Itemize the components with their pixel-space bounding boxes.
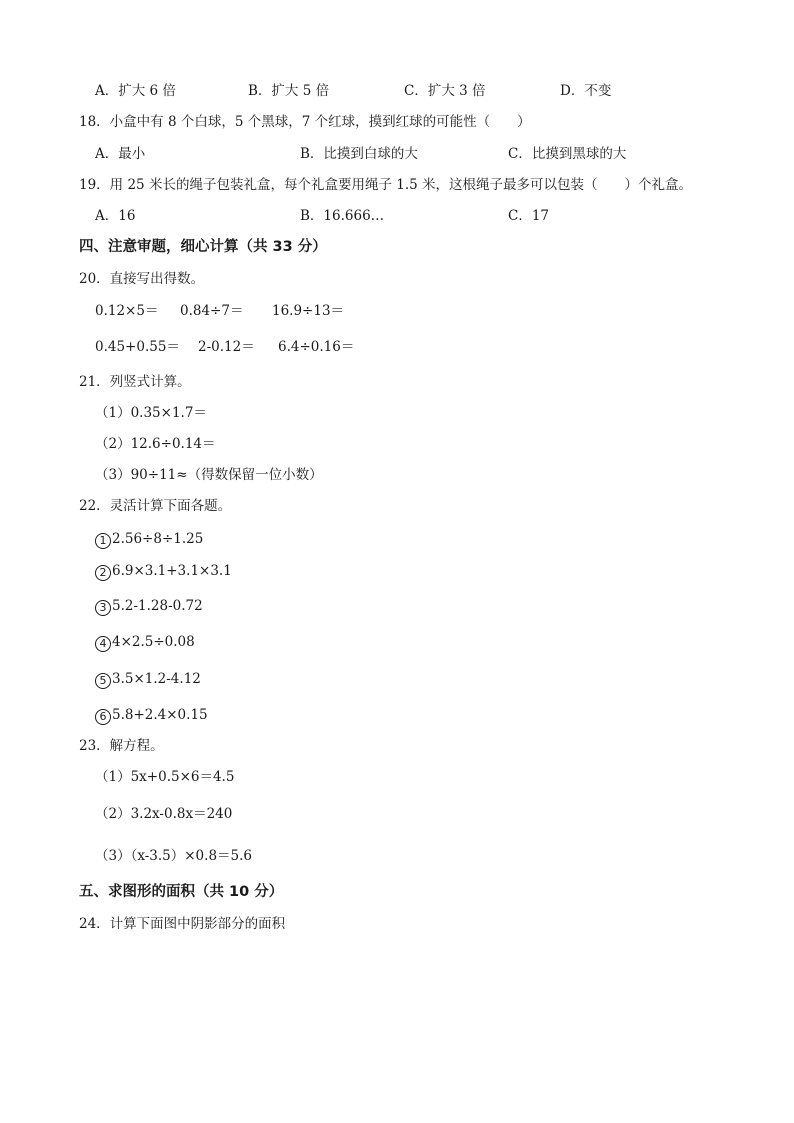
q22-expr-2: 6.9×3.1+3.1×3.1 bbox=[112, 563, 232, 579]
q19-option-b: B．16.666… bbox=[300, 208, 385, 224]
q18-option-a: A．最小 bbox=[95, 146, 146, 162]
q18-stem: 18．小盒中有 8 个白球，5 个黑球，7 个红球，摸到红球的可能性（ ） bbox=[79, 114, 531, 130]
circled-number-6: 6 bbox=[95, 709, 111, 725]
q22-expr-1: 2.56÷8÷1.25 bbox=[112, 531, 204, 547]
q20-stem: 20．直接写出得数。 bbox=[79, 271, 205, 287]
q22-item-6 bbox=[95, 706, 208, 725]
q22-item-2 bbox=[95, 562, 232, 581]
q20-r2-c1: 0.45+0.55＝ bbox=[95, 339, 180, 355]
q21-item-2: （2）12.6÷0.14＝ bbox=[95, 436, 216, 452]
q22-item-4 bbox=[95, 633, 195, 652]
q23-stem: 23．解方程。 bbox=[79, 738, 164, 754]
q21-item-1: （1）0.35×1.7＝ bbox=[95, 405, 207, 421]
q23-item-2: （2）3.2x-0.8x＝240 bbox=[95, 806, 233, 822]
q18-option-b: B．比摸到白球的大 bbox=[300, 146, 418, 162]
circled-number-3: 3 bbox=[95, 600, 111, 616]
q17-option-b: B．扩大 5 倍 bbox=[248, 83, 330, 99]
circled-number-4: 4 bbox=[95, 636, 111, 652]
q20-r2-c3: 6.4÷0.16＝ bbox=[278, 339, 355, 355]
q22-expr-6: 5.8+2.4×0.15 bbox=[112, 707, 208, 723]
q19-stem: 19．用 25 米长的绳子包装礼盒，每个礼盒要用绳子 1.5 米，这根绳子最多可以包装（ ）个礼盒。 bbox=[79, 177, 692, 193]
circled-number-2: 2 bbox=[95, 565, 111, 581]
q22-item-3 bbox=[95, 597, 203, 616]
q17-option-a: A．扩大 6 倍 bbox=[95, 83, 176, 99]
q22-expr-4: 4×2.5÷0.08 bbox=[112, 634, 195, 650]
q22-item-1 bbox=[95, 530, 203, 549]
q22-stem: 22．灵活计算下面各题。 bbox=[79, 498, 232, 514]
section-4-heading: 四、注意审题，细心计算（共 33 分） bbox=[79, 239, 327, 255]
q21-item-3: （3）90÷11≈（得数保留一位小数） bbox=[95, 467, 323, 483]
circled-number-1: 1 bbox=[95, 533, 111, 549]
q19-option-a: A．16 bbox=[95, 208, 136, 224]
q17-option-d: D．不变 bbox=[560, 83, 612, 99]
q17-option-c: C．扩大 3 倍 bbox=[404, 83, 486, 99]
q20-r2-c2: 2-0.12＝ bbox=[198, 339, 255, 355]
q21-stem: 21．列竖式计算。 bbox=[79, 374, 191, 390]
q22-expr-5: 3.5×1.2-4.12 bbox=[112, 671, 201, 687]
q20-r1-c3: 16.9÷13＝ bbox=[272, 303, 345, 319]
section-5-heading: 五、求图形的面积（共 10 分） bbox=[79, 884, 284, 900]
q19-option-c: C．17 bbox=[508, 208, 550, 224]
q23-item-1: （1）5x+0.5×6＝4.5 bbox=[95, 769, 235, 785]
q20-r1-c2: 0.84÷7＝ bbox=[180, 303, 244, 319]
q22-expr-3: 5.2-1.28-0.72 bbox=[112, 598, 203, 614]
q18-option-c: C．比摸到黑球的大 bbox=[508, 146, 627, 162]
circled-number-5: 5 bbox=[95, 673, 111, 689]
q24-stem: 24．计算下面图中阴影部分的面积 bbox=[79, 916, 286, 932]
q23-item-3: （3）（x-3.5）×0.8＝5.6 bbox=[95, 848, 252, 864]
q22-item-5 bbox=[95, 670, 201, 689]
q20-r1-c1: 0.12×5＝ bbox=[95, 303, 159, 319]
